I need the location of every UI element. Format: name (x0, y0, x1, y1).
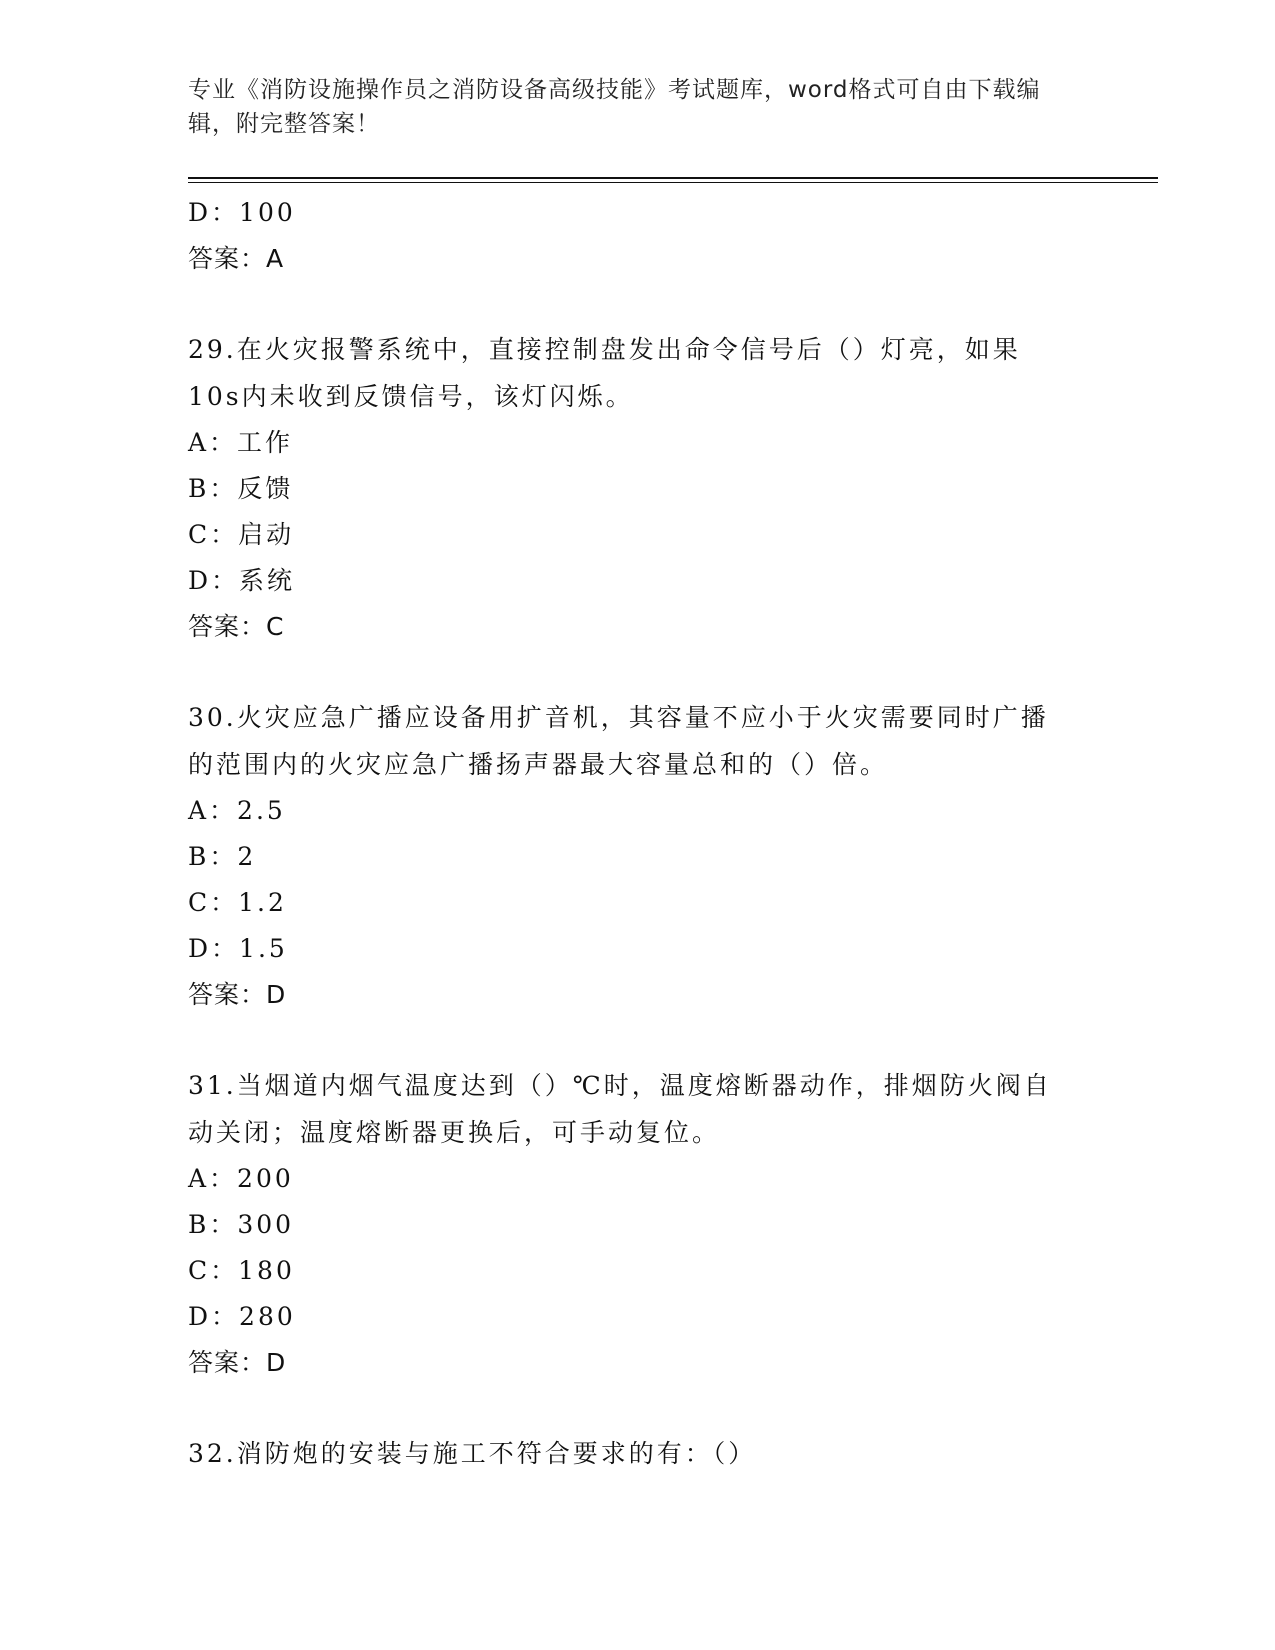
option-b: B：2 (188, 842, 257, 871)
answer-label: 答案：A (188, 244, 285, 273)
answer-label: 答案：D (188, 980, 287, 1009)
question-30 (188, 694, 1088, 1018)
question-text-line-2: 动关闭；温度熔断器更换后，可手动复位。 (188, 1118, 721, 1147)
question-28-tail (188, 190, 1088, 282)
option-c: C：启动 (188, 520, 295, 549)
option-d: D：280 (188, 1302, 296, 1331)
question-text-line-1: 31.当烟道内烟气温度达到（）℃时，温度熔断器动作，排烟防火阀自 (188, 1071, 1052, 1100)
option-d: D：1.5 (188, 934, 288, 963)
spacer (188, 1386, 1088, 1430)
question-text-line-1: 32.消防炮的安装与施工不符合要求的有：（） (188, 1439, 757, 1468)
option-b: B：反馈 (188, 474, 294, 503)
option-d: D：100 (188, 198, 296, 227)
header-line-2: 辑，附完整答案！ (188, 111, 380, 137)
option-d: D：系统 (188, 566, 296, 595)
option-c: C：180 (188, 1256, 295, 1285)
question-32 (188, 1430, 1088, 1477)
question-text-line-1: 30.火灾应急广播应设备用扩音机，其容量不应小于火灾需要同时广播 (188, 703, 1049, 732)
answer-label: 答案：C (188, 612, 285, 641)
question-list (188, 190, 1088, 1477)
answer-label: 答案：D (188, 1348, 287, 1377)
question-text-line-1: 29.在火灾报警系统中，直接控制盘发出命令信号后（）灯亮，如果 (188, 335, 1021, 364)
header-divider-thick (188, 177, 1158, 179)
question-text-line-2: 的范围内的火灾应急广播扬声器最大容量总和的（）倍。 (188, 750, 889, 779)
option-a: A：2.5 (188, 796, 286, 825)
document-header (188, 73, 1088, 141)
header-line-1: 专业《消防设施操作员之消防设备高级技能》考试题库，word格式可自由下载编 (188, 77, 1041, 103)
spacer (188, 1018, 1088, 1062)
question-text-line-2: 10s内未收到反馈信号，该灯闪烁。 (188, 382, 634, 411)
question-31 (188, 1062, 1088, 1386)
option-a: A：200 (188, 1164, 294, 1193)
header-divider-thin (188, 182, 1158, 183)
spacer (188, 282, 1088, 326)
spacer (188, 650, 1088, 694)
option-a: A：工作 (188, 428, 294, 457)
question-29 (188, 326, 1088, 650)
option-b: B：300 (188, 1210, 295, 1239)
option-c: C：1.2 (188, 888, 287, 917)
